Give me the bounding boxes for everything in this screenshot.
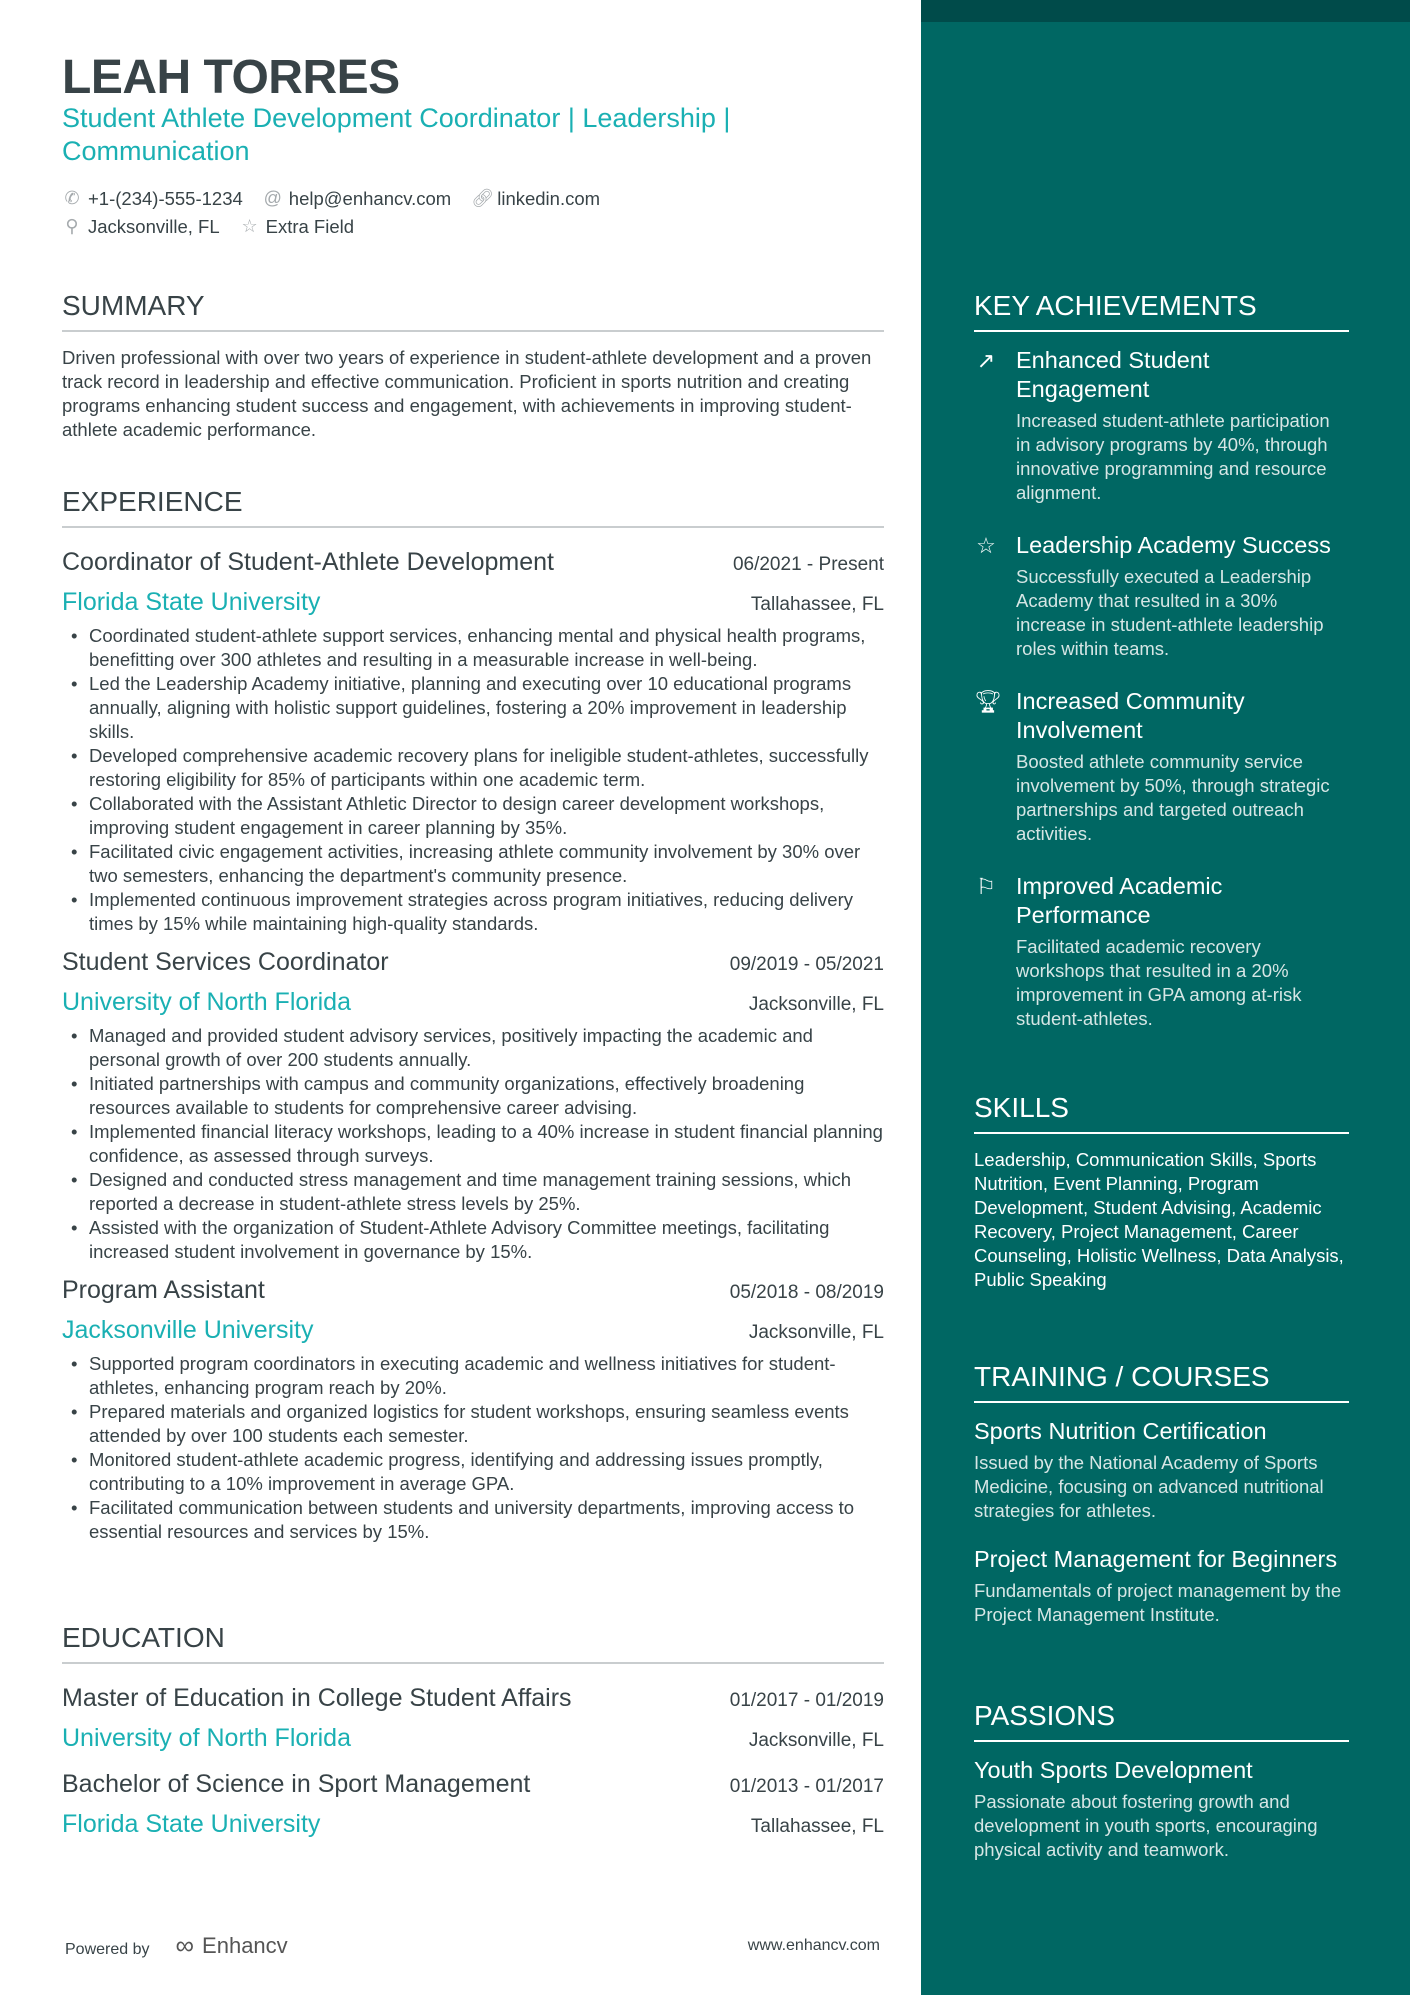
section-heading: SUMMARY — [62, 290, 884, 332]
edu-dates: 01/2013 - 01/2017 — [729, 1776, 884, 1797]
summary-section — [62, 290, 884, 442]
job-subheader — [62, 982, 884, 1022]
achievement-item — [974, 346, 1349, 505]
contact-email[interactable] — [263, 185, 451, 212]
enhancv-logo[interactable] — [176, 1930, 288, 1961]
degree: Master of Education in College Student Affairs — [62, 1684, 572, 1712]
degree: Bachelor of Science in Sport Management — [62, 1770, 531, 1798]
education-entry — [62, 1678, 884, 1758]
bullet-item: • Facilitated civic engagement activities, increasing athlete community involvement by 30% over two semesters, enhancing the department's community presence. — [62, 840, 884, 888]
passions-section — [974, 1700, 1349, 1884]
training-text: Issued by the National Academy of Sports Medicine, focusing on advanced nutritional strategies for athletes. — [974, 1452, 1324, 1521]
job-location: Tallahassee, FL — [750, 594, 884, 615]
powered-by: Powered by — [65, 1941, 150, 1958]
education-section — [62, 1622, 884, 1850]
job-entry — [62, 542, 884, 936]
job-bullets — [62, 624, 884, 936]
education-entry — [62, 1764, 884, 1844]
strategy-icon: ↗ — [976, 348, 996, 373]
job-location: Jacksonville, FL — [748, 1322, 884, 1343]
passions-title: Youth Sports Development — [974, 1757, 1253, 1783]
job-dates: 06/2021 - Present — [732, 554, 884, 575]
summary-text: Driven professional with over two years of experience in student-athlete development and a proven track record in leadership and effective communication. Proficient in sports nutrition and creating programs enhancing student success and engagement, with achievements in improving student-athlete academic performance. — [62, 347, 872, 440]
flag-icon: ⚐ — [976, 874, 996, 899]
email-text[interactable]: help@enhancv.com — [288, 188, 452, 209]
job-header — [62, 542, 884, 582]
achievement-text: Increased student-athlete participation in advisory programs by 40%, through innovative programming and resource alignment. — [1016, 410, 1330, 503]
trophy-icon: 🏆︎ — [974, 689, 1002, 714]
school-name: University of North Florida — [62, 1724, 351, 1752]
bullet-item: • Designed and conducted stress management and time management training sessions, which reported a decrease in student-athlete stress levels by 25%. — [62, 1168, 884, 1216]
bullet-item: • Led the Leadership Academy initiative, planning and executing over 10 educational programs annually, aligning with holistic support guidelines, fostering a 20% improvement in leadership skills. — [62, 672, 884, 744]
training-title: Project Management for Beginners — [974, 1546, 1338, 1572]
star-icon: ☆ — [976, 533, 996, 558]
experience-section — [62, 486, 884, 1550]
job-header — [62, 942, 884, 982]
extra-text: Extra Field — [265, 216, 355, 237]
achievement-item — [974, 872, 1349, 1031]
training-title: Sports Nutrition Certification — [974, 1418, 1267, 1444]
job-location: Jacksonville, FL — [748, 994, 884, 1015]
achievement-content — [1016, 346, 1349, 505]
achievement-text: Facilitated academic recovery workshops that resulted in a 20% improvement in GPA among at-risk student-athletes. — [1016, 936, 1302, 1029]
section-heading: SKILLS — [974, 1092, 1349, 1134]
bullet-item: • Prepared materials and organized logistics for student workshops, ensuring seamless events attended by over 100 students each semester. — [62, 1400, 884, 1448]
job-entry — [62, 1270, 884, 1544]
section-heading: PASSIONS — [974, 1700, 1349, 1742]
job-subheader — [62, 582, 884, 622]
contact-extra — [240, 213, 354, 240]
achievements-section — [974, 290, 1349, 1057]
phone-icon: ✆ — [64, 188, 80, 208]
company-name: Florida State University — [62, 588, 321, 616]
contact-link[interactable] — [471, 185, 600, 212]
edu-dates: 01/2017 - 01/2019 — [729, 1690, 884, 1711]
achievement-title: Increased Community Involvement — [1016, 688, 1245, 743]
at-icon: @ — [263, 188, 282, 208]
training-text: Fundamentals of project management by the Project Management Institute. — [974, 1580, 1342, 1625]
job-bullets — [62, 1352, 884, 1544]
achievement-item — [974, 687, 1349, 846]
footer — [65, 1930, 880, 1961]
achievement-text: Successfully executed a Leadership Academy that resulted in a 30% increase in student-athlete leadership roles within teams. — [1016, 566, 1324, 659]
bullet-item: • Implemented financial literacy workshops, leading to a 40% increase in student financial planning confidence, as assessed through surveys. — [62, 1120, 884, 1168]
bullet-item: • Facilitated communication between students and university departments, improving access to essential resources and services by 15%. — [62, 1496, 884, 1544]
bullet-item: • Initiated partnerships with campus and community organizations, effectively broadening resources available to students for comprehensive career advising. — [62, 1072, 884, 1120]
achievement-title: Enhanced Student Engagement — [1016, 347, 1210, 402]
bullet-item: • Assisted with the organization of Student-Athlete Advisory Committee meetings, facilitating increased student involvement in governance by 15%. — [62, 1216, 884, 1264]
sidebar-top-band — [921, 0, 1410, 22]
skills-section — [974, 1092, 1349, 1292]
location-icon: ⚲ — [65, 216, 79, 236]
company-name: Jacksonville University — [62, 1316, 314, 1344]
company-name: University of North Florida — [62, 988, 351, 1016]
logo-icon: ∞ — [175, 1930, 195, 1960]
bullet-item: • Coordinated student-athlete support services, enhancing mental and physical health programs, benefitting over 300 athletes and resulting in a measurable increase in well-being. — [62, 624, 884, 672]
section-heading: TRAINING / COURSES — [974, 1361, 1349, 1403]
star-icon: ☆ — [241, 216, 258, 236]
edu-header — [62, 1764, 884, 1804]
job-dates: 05/2018 - 08/2019 — [729, 1282, 884, 1303]
linkedin-text[interactable]: linkedin.com — [497, 188, 601, 209]
location-text: Jacksonville, FL — [88, 216, 220, 237]
section-heading: EDUCATION — [62, 1622, 884, 1664]
passions-text: Passionate about fostering growth and development in youth sports, encouraging physical activity and teamwork. — [974, 1791, 1318, 1860]
achievement-content — [1016, 687, 1349, 846]
school-name: Florida State University — [62, 1810, 321, 1838]
link-icon: 🔗︎ — [471, 188, 495, 208]
section-heading: EXPERIENCE — [62, 486, 884, 528]
achievement-title: Improved Academic Performance — [1016, 873, 1223, 928]
achievement-content — [1016, 531, 1349, 661]
edu-header — [62, 1678, 884, 1718]
bullet-item: • Implemented continuous improvement strategies across program initiatives, reducing delivery times by 15% while maintaining high-quality standards. — [62, 888, 884, 936]
achievement-text: Boosted athlete community service involvement by 50%, through strategic partnerships and targeted outreach activities. — [1016, 751, 1330, 844]
edu-subheader — [62, 1804, 884, 1844]
job-header — [62, 1270, 884, 1310]
job-bullets — [62, 1024, 884, 1264]
job-title: Student Services Coordinator — [62, 948, 389, 976]
bullet-item: • Collaborated with the Assistant Athletic Director to design career development workshops, improving student engagement in career planning by 35%. — [62, 792, 884, 840]
bullet-item: • Developed comprehensive academic recovery plans for ineligible student-athletes, successfully restoring eligibility for 85% of participants within one academic term. — [62, 744, 884, 792]
contact-info — [62, 184, 842, 240]
bullet-item: • Managed and provided student advisory services, positively impacting the academic and personal growth of over 200 students annually. — [62, 1024, 884, 1072]
job-subheader — [62, 1310, 884, 1350]
edu-location: Jacksonville, FL — [748, 1730, 884, 1751]
edu-subheader — [62, 1718, 884, 1758]
edu-location: Tallahassee, FL — [750, 1816, 884, 1837]
phone-text: +1-(234)-555-1234 — [88, 188, 243, 209]
achievement-content — [1016, 872, 1349, 1031]
contact-location — [62, 213, 220, 240]
achievement-item — [974, 531, 1349, 661]
skills-text: Leadership, Communication Skills, Sports Nutrition, Event Planning, Program Development, Student Advising, Academic Recovery, Project Management, Career Counseling, Holistic Wellness, Data Analysis, Public Speaking — [974, 1149, 1344, 1290]
job-entry — [62, 942, 884, 1264]
candidate-name: LEAH TORRES — [62, 51, 400, 104]
bullet-item: • Monitored student-athlete academic progress, identifying and addressing issues promptly, contributing to a 10% improvement in average GPA. — [62, 1448, 884, 1496]
training-section — [974, 1361, 1349, 1649]
candidate-title: Student Athlete Development Coordinator | Leadership | Communication — [62, 103, 731, 166]
section-heading: KEY ACHIEVEMENTS — [974, 290, 1349, 332]
job-title: Program Assistant — [62, 1276, 265, 1304]
job-dates: 09/2019 - 05/2021 — [729, 954, 884, 975]
sidebar — [921, 0, 1410, 1995]
logo-text: Enhancv — [202, 1932, 288, 1958]
achievement-title: Leadership Academy Success — [1016, 532, 1331, 558]
bullet-item: • Supported program coordinators in executing academic and wellness initiatives for student-athletes, enhancing program reach by 20%. — [62, 1352, 884, 1400]
job-title: Coordinator of Student-Athlete Development — [62, 548, 554, 576]
contact-phone — [62, 185, 243, 212]
footer-url[interactable]: www.enhancv.com — [747, 1936, 880, 1954]
